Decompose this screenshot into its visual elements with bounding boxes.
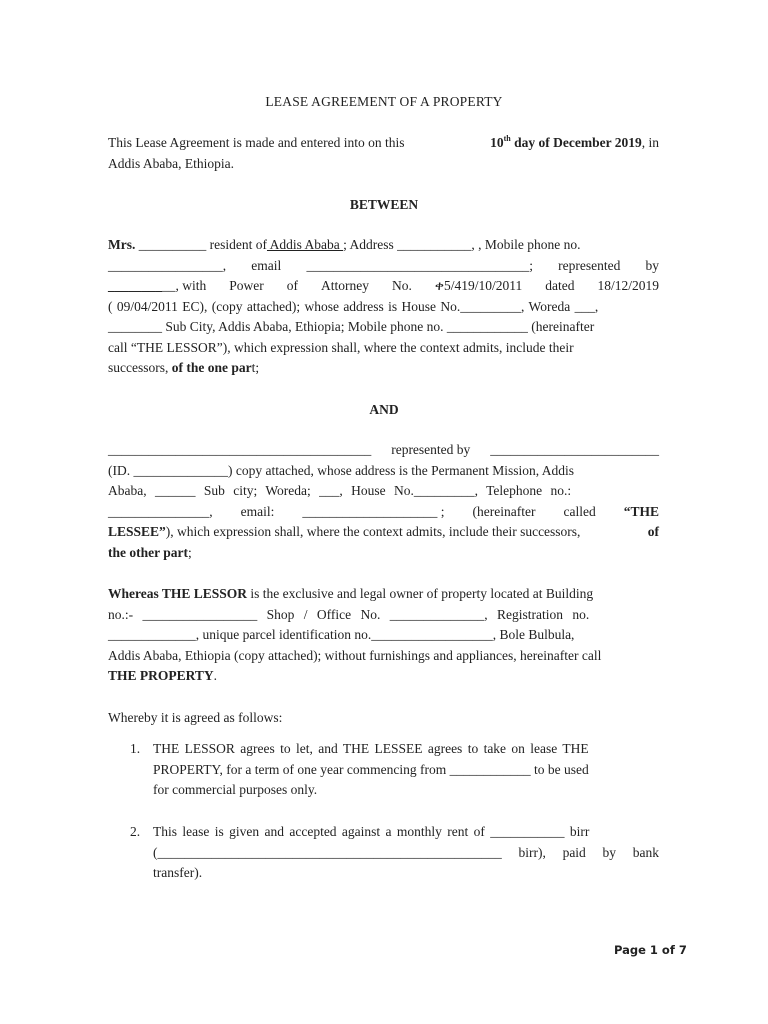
and-heading: AND — [369, 402, 399, 417]
document-page: LEASE AGREEMENT OF A PROPERTY This Lease Agreement is made and entered into on this 10th day of December 2019, in Addis Ababa, Ethiopia. BETWEEN Mrs. __________ resident of Addis Ababa ; Address ___________, , Mobile phone no. _________________, email _________________________________; represented by __________, with Power of Attorney No. ቀ5/419/10/2011 dated 18/12/2019 ( 09/04/2011 EC), (copy attached); whose address is House No._________, Woreda ___, ________ Sub City, Addis Ababa, Ethiopia; Mobile phone no. ____________ (hereinafter call “THE LESSOR”), which expression shall, where the context admits, include their successors, of the one part; AND _______________________________________ represented by _________________________ (ID. ______________) copy attached, whose address is the Permanent Mission, Addis Ababa, ______ Sub city; Woreda; ___, House No._________, Telephone no.: _______________, email: ____________________ ; (hereinafter called “THE LESSEE”), which expression shall, where the context admits, include their successors, of the other part; Whereas THE LESSOR is the exclusive and legal owner of property located at Building no.:- _________________ Shop / Office No. ______________, Registration no. _____________, unique parcel identification no.__________________, Bole Bulbula, Addis Ababa, Ethiopia (copy attached); without furnishings and appliances, hereinafter call THE PROPERTY. Whereby it is agreed as follows: 1. THE LESSOR agrees to let, and THE LESSEE agrees to take on lease THE PROPERTY, for a term of one year commencing from ____________ to be used for commercial purposes only. 2. This lease is given and accepted against a monthly rent of ___________ birr (___________________________________________________ birr), paid by bank transfer). Page 1 of 7 — [0, 0, 768, 1024]
whereas-paragraph: Whereas THE LESSOR is the exclusive and legal owner of property located at Building no.:- _________________ Shop / Office No. ______________, Registration no. _____________, unique parcel identification no.__________________, Bole Bulbula, Addis Ababa, Ethiopia (copy attached); without furnishings and appliances, hereinafter call THE PROPERTY. — [108, 586, 602, 683]
page-number: Page 1 of 7 — [614, 943, 687, 957]
document-title: LEASE AGREEMENT OF A PROPERTY — [265, 94, 503, 109]
between-heading: BETWEEN — [349, 197, 419, 212]
lessee-paragraph: _______________________________________ represented by _________________________ (ID. ______________) copy attached, whose address is the Permanent Mission, Addis Ababa, ______ Sub city; Woreda; ___, House No._________, Telephone no.: _______________, email: ____________________ ; (hereinafter called “THE LESSEE”), which expression shall, where the context admits, include their successors, of the other part; — [108, 442, 659, 560]
lessor-paragraph: Mrs. __________ resident of Addis Ababa ; Address ___________, , Mobile phone no. _________________, email _________________________________; represented by __________, with Power of Attorney No. ቀ5/419/10/2011 dated 18/12/2019 ( 09/04/2011 EC), (copy attached); whose address is House No._________, Woreda ___, ________ Sub City, Addis Ababa, Ethiopia; Mobile phone no. ____________ (hereinafter call “THE LESSOR”), which expression shall, where the context admits, include their successors, of the one part; — [108, 237, 659, 375]
intro-paragraph: This Lease Agreement is made and entered into on this 10th day of December 2019, in Addis Ababa, Ethiopia. — [108, 134, 659, 171]
agreed-line: Whereby it is agreed as follows: — [108, 710, 283, 725]
